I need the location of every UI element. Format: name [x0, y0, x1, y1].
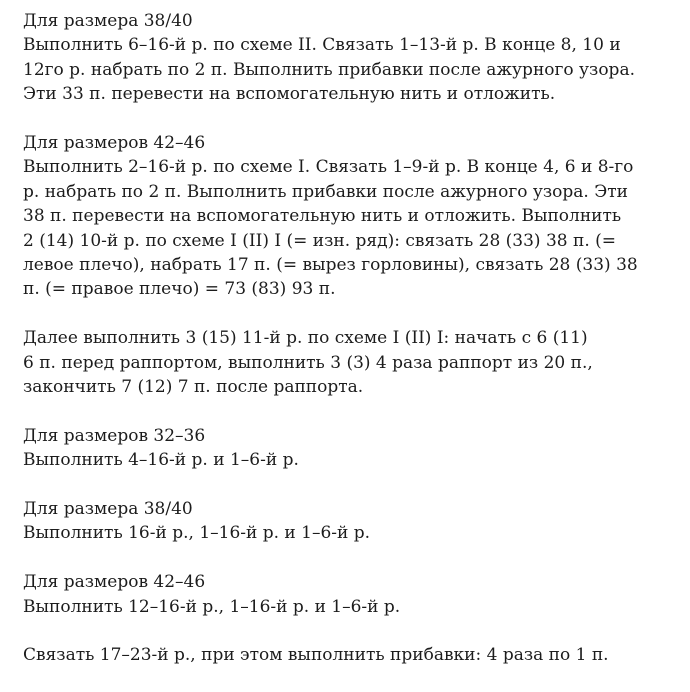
text-line: р. набрать по 2 п. Выполнить прибавки после ажурного узора. Эти [23, 181, 628, 202]
text-line: п. (= правое плечо) = 73 (83) 93 п. [23, 279, 336, 300]
text-line: Выполнить 12–16-й р., 1–16-й р. и 1–6-й р. [23, 596, 401, 617]
section-sizes-42-46 [23, 131, 683, 302]
section-sizes-32-36 [23, 424, 683, 473]
section-heading: Для размера 38/40 [23, 499, 193, 520]
text-line: 6 п. перед раппортом, выполнить 3 (3) 4 раза раппорт из 20 п., [23, 352, 593, 373]
text-line: Выполнить 16-й р., 1–16-й р. и 1–6-й р. [23, 523, 371, 544]
text-line: Далее выполнить 3 (15) 11-й р. по схеме I (II) I: начать с 6 (11) [23, 328, 588, 349]
section-increases [23, 643, 683, 667]
pattern-instructions-page [23, 0, 683, 692]
section-continue [23, 326, 683, 399]
section-heading: Для размера 38/40 [23, 11, 193, 31]
section-heading: Для размеров 32–36 [23, 425, 206, 446]
section-size-38-40-repeat [23, 497, 683, 546]
text-line: 12го р. набрать по 2 п. Выполнить прибавки после ажурного узора. [23, 59, 635, 80]
text-line: 2 (14) 10-й р. по схеме I (II) I (= изн. ряд): связать 28 (33) 38 п. (= [23, 230, 617, 251]
section-size-38-40 [23, 9, 683, 107]
text-line: Выполнить 4–16-й р. и 1–6-й р. [23, 450, 299, 471]
text-line: 38 п. перевести на вспомогательную нить и отложить. Выполнить [23, 206, 622, 227]
section-heading: Для размеров 42–46 [23, 133, 206, 154]
text-line: левое плечо), набрать 17 п. (= вырез горловины), связать 28 (33) 38 [23, 255, 638, 276]
text-line: Выполнить 6–16-й р. по схеме II. Связать 1–13-й р. В конце 8, 10 и [23, 35, 621, 56]
section-sizes-42-46-repeat [23, 570, 683, 619]
text-line: закончить 7 (12) 7 п. после раппорта. [23, 377, 364, 398]
text-line: Выполнить 2–16-й р. по схеме I. Связать 1–9-й р. В конце 4, 6 и 8-го [23, 157, 634, 178]
section-heading: Для размеров 42–46 [23, 572, 206, 593]
text-line: Связать 17–23-й р., при этом выполнить прибавки: 4 раза по 1 п. [23, 645, 609, 666]
text-line: Эти 33 п. перевести на вспомогательную нить и отложить. [23, 84, 556, 105]
